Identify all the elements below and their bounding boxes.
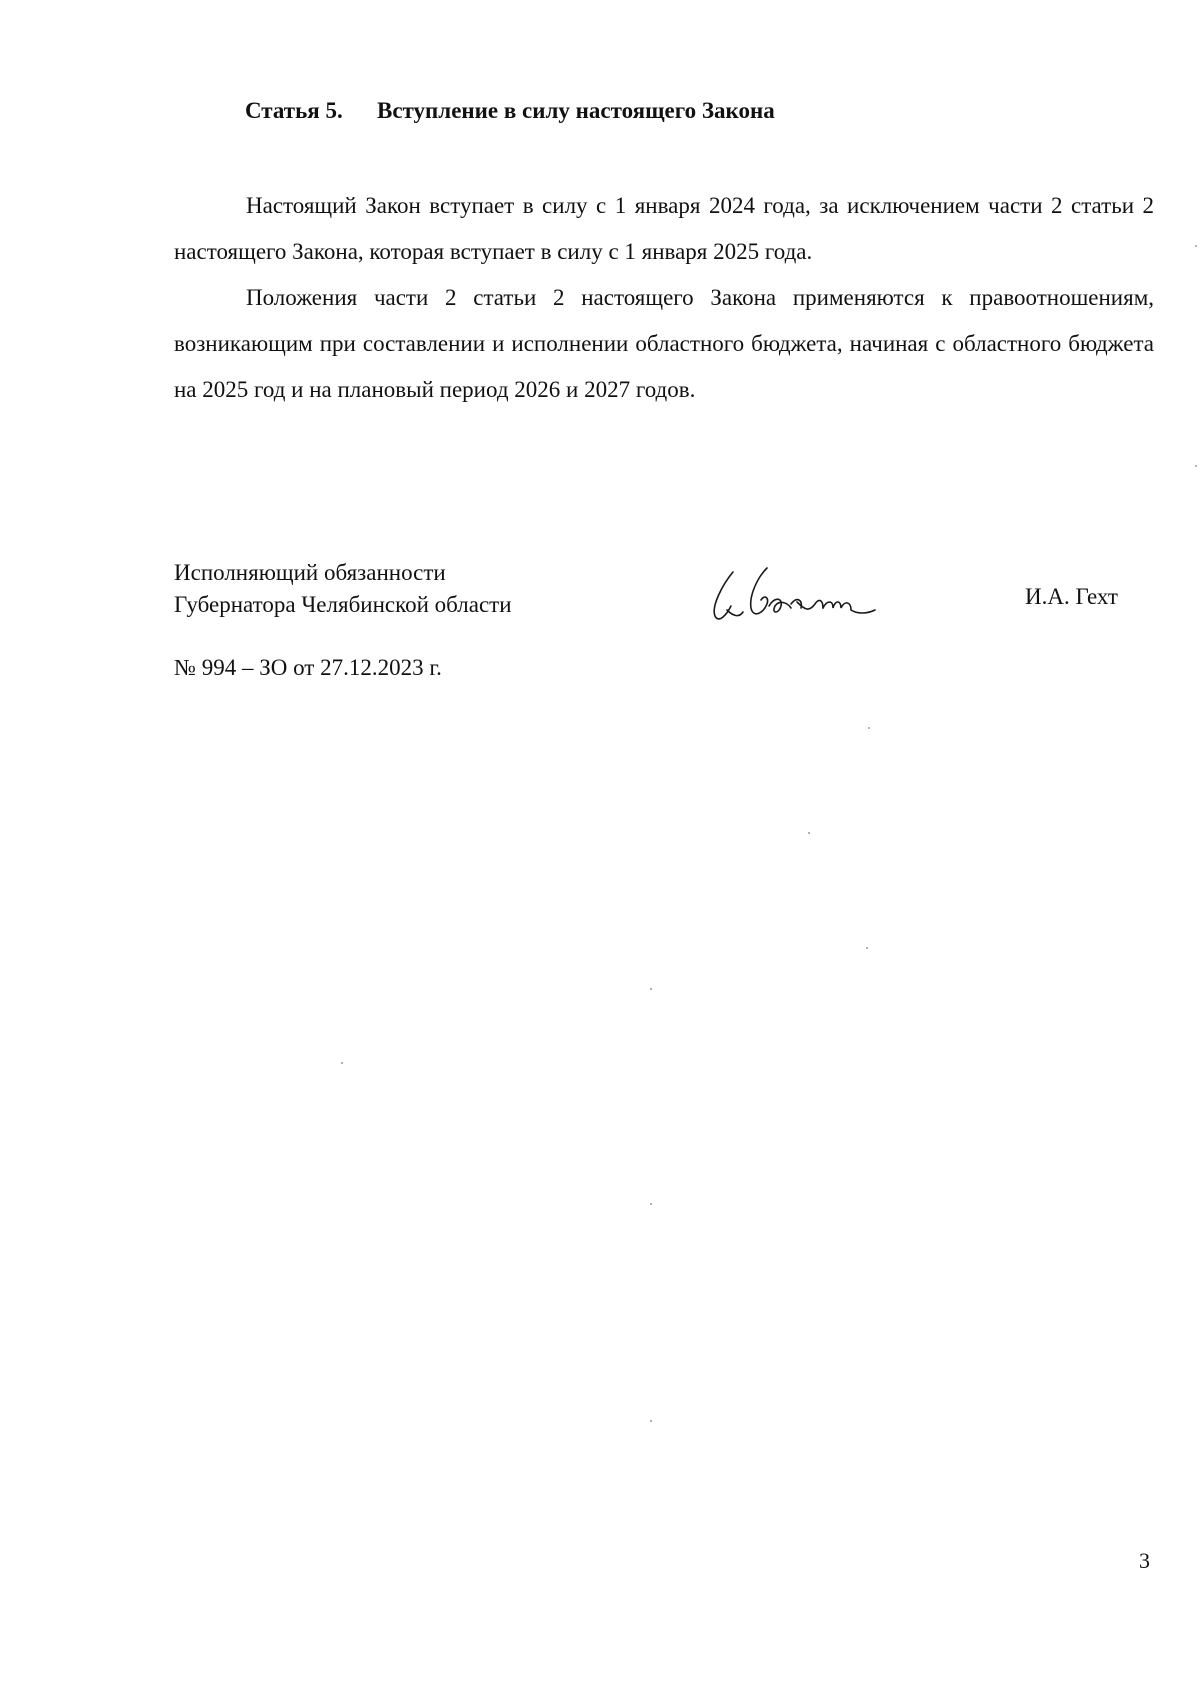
- scan-speck: [650, 988, 652, 990]
- page-number: 3: [1139, 1548, 1150, 1573]
- paragraph-text: Положения части 2 статьи 2 настоящего Закона применяются к правоотношениям, возникающим при составлении и исполнении областного бюджета, начиная с областного бюджета на 2025 год и на плановый период 2026 и 2027 годов.: [174, 285, 1154, 402]
- scan-speck: [650, 1203, 652, 1205]
- paragraph-effective-date: [174, 183, 1154, 275]
- scan-speck: [1195, 245, 1197, 247]
- paragraph-text: Настоящий Закон вступает в силу с 1 января 2024 года, за исключением части 2 статьи 2 настоящего Закона, которая вступает в силу с 1 января 2025 года.: [174, 193, 1154, 264]
- article-number: Статья 5.: [245, 98, 343, 123]
- signatory-position: [174, 557, 512, 621]
- scan-speck: [1195, 465, 1197, 467]
- article-title: Вступление в силу настоящего Закона: [377, 98, 775, 123]
- scan-speck: [868, 727, 870, 729]
- article-heading: [245, 98, 775, 124]
- paragraph-budget-provisions: [174, 275, 1154, 413]
- scan-speck: [650, 1420, 652, 1422]
- signatory-position-line-1: Исполняющий обязанности: [174, 560, 446, 585]
- scan-speck: [808, 832, 810, 834]
- signatory-name: И.А. Гехт: [1025, 584, 1118, 609]
- signatory-position-line-2: Губернатора Челябинской области: [174, 592, 512, 617]
- handwritten-signature: [705, 560, 880, 630]
- scan-speck: [341, 1062, 343, 1064]
- scan-speck: [866, 947, 868, 949]
- law-registration-number: № 994 – ЗО от 27.12.2023 г.: [174, 655, 442, 680]
